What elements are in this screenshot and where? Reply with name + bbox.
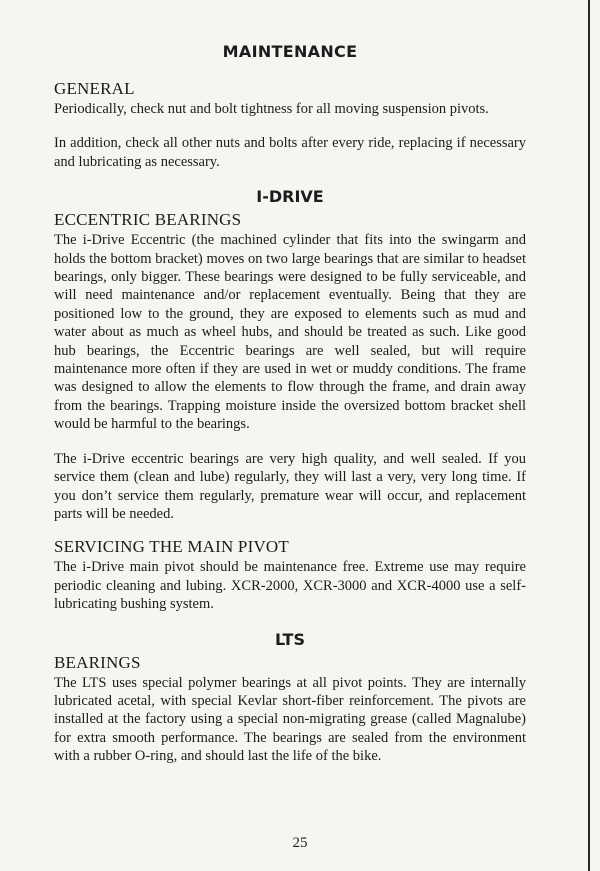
lts-heading: LTS bbox=[275, 629, 305, 649]
page-edge bbox=[588, 0, 590, 871]
idrive-heading: I-DRIVE bbox=[256, 187, 324, 207]
general-paragraph-2: In addition, check all other nuts and bolts after every ride, replacing if necessary and lubricating as necessary. bbox=[54, 135, 526, 170]
general-paragraph-1: Periodically, check nut and bolt tightness for all moving suspension pivots. bbox=[54, 101, 489, 117]
main-pivot-paragraph: The i-Drive main pivot should be maintenance free. Extreme use may require periodic cleaning and lubing. XCR-2000, XCR-3000 and XCR-4000 use a self-lubricating bushing system. bbox=[54, 559, 526, 613]
general-heading: GENERAL bbox=[54, 79, 135, 98]
eccentric-paragraph-2: The i-Drive eccentric bearings are very high quality, and well sealed. If you service them (clean and lube) regularly, they will last a very, very long time. If you don’t service them regularly, premature wear will occur, and replacement parts will be needed. bbox=[54, 450, 526, 522]
lts-bearings-paragraph: The LTS uses special polymer bearings at all pivot points. They are internally lubricated acetal, with special Kevlar short-fiber reinforcement. The pivots are installed at the factory using a special non-migrating grease (called Magnalube) for extra smooth performance. The bearings are sealed from the environment with a rubber O-ring, and should last the life of the bike. bbox=[54, 674, 526, 765]
main-pivot-heading: SERVICING THE MAIN PIVOT bbox=[54, 537, 289, 557]
eccentric-bearings-heading: ECCENTRIC BEARINGS bbox=[54, 210, 242, 230]
eccentric-paragraph-1: The i-Drive Eccentric (the machined cylinder that fits into the swingarm and holds the bottom bracket) moves on two large bearings that are similar to headset bearings, only bigger. These bearings were designed to be fully serviceable, and will need maintenance and/or replacement eventually. Being that they are positioned low to the ground, they are exposed to elements such as mud and water about as much as wheel hubs, and should be treated as such. Like good hub bearings, the Eccentric bearings are well sealed, but will require maintenance more often if they are used in wet or muddy conditions. The frame was designed to allow the elements to flow through the frame, and drain away from the bearings. Trapping moisture inside the oversized bottom bracket shell would be harmful to the bearings. bbox=[54, 232, 526, 433]
page-title: MAINTENANCE bbox=[222, 42, 358, 61]
lts-bearings-heading: BEARINGS bbox=[54, 652, 141, 672]
page-number: 25 bbox=[292, 835, 308, 851]
page-content bbox=[54, 30, 526, 782]
